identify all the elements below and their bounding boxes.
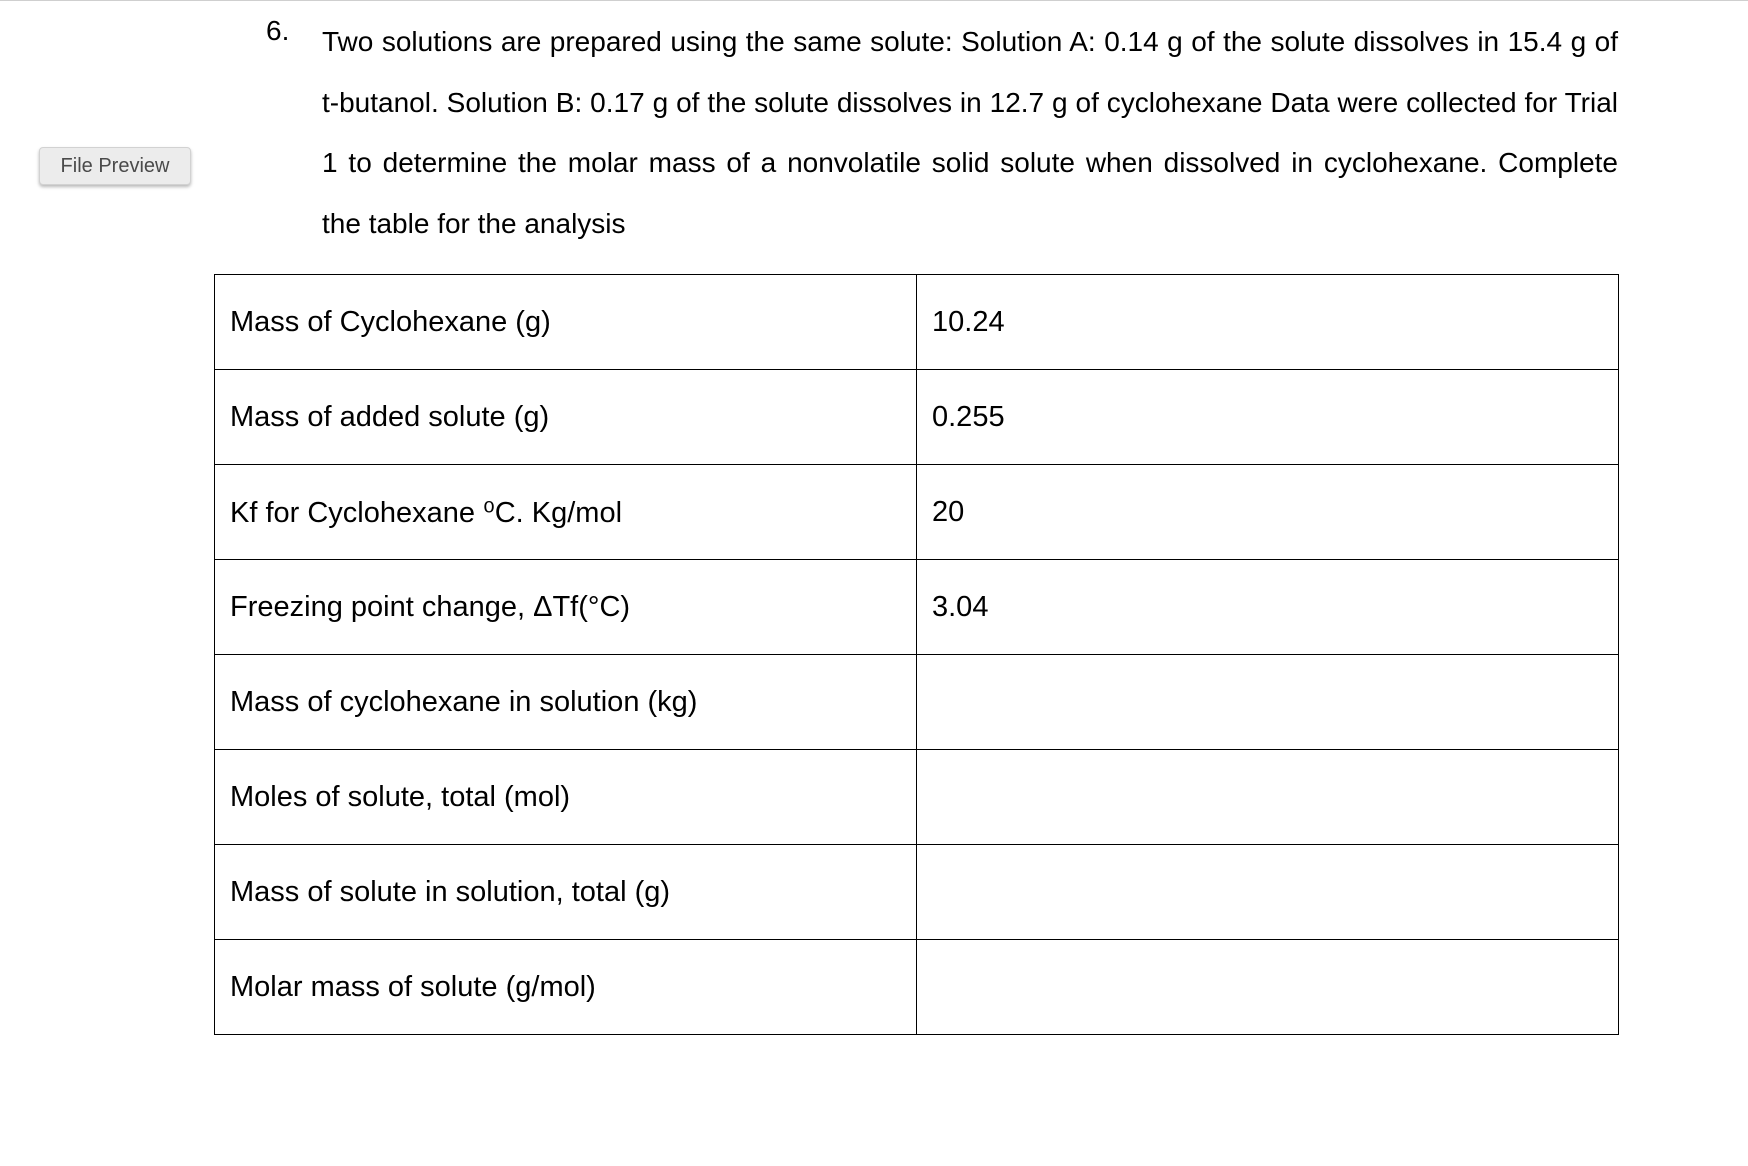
table-row	[215, 655, 1619, 750]
row-value-kf[interactable]: 20	[917, 465, 1619, 560]
row-value-freezing-point-change[interactable]: 3.04	[917, 560, 1619, 655]
row-value-moles-solute[interactable]	[917, 750, 1619, 845]
row-label-molar-mass: Molar mass of solute (g/mol)	[215, 940, 917, 1035]
table-row	[215, 940, 1619, 1035]
table-row	[215, 275, 1619, 370]
table-row	[215, 560, 1619, 655]
row-value-mass-added-solute[interactable]: 0.255	[917, 370, 1619, 465]
row-label-mass-cyclohexane-kg: Mass of cyclohexane in solution (kg)	[215, 655, 917, 750]
top-divider	[0, 0, 1748, 1]
table-row	[215, 845, 1619, 940]
row-value-mass-solute-total[interactable]	[917, 845, 1619, 940]
row-value-mass-cyclohexane[interactable]: 10.24	[917, 275, 1619, 370]
row-label-mass-added-solute: Mass of added solute (g)	[215, 370, 917, 465]
row-label-mass-cyclohexane: Mass of Cyclohexane (g)	[215, 275, 917, 370]
table-row	[215, 750, 1619, 845]
row-label-freezing-point-change: Freezing point change, ΔTf(°C)	[215, 560, 917, 655]
row-value-mass-cyclohexane-kg[interactable]	[917, 655, 1619, 750]
table-row	[215, 465, 1619, 560]
row-label-kf: Kf for Cyclohexane ⁰C. Kg/mol	[215, 465, 917, 560]
table-row	[215, 370, 1619, 465]
file-preview-button[interactable]: File Preview	[39, 147, 191, 185]
question-number: 6.	[266, 15, 290, 46]
analysis-table	[214, 274, 1619, 1035]
row-value-molar-mass[interactable]	[917, 940, 1619, 1035]
row-label-mass-solute-total: Mass of solute in solution, total (g)	[215, 845, 917, 940]
question-text: Two solutions are prepared using the same solute: Solution A: 0.14 g of the solute dissolves in 15.4 g of t-butanol. Solution B: 0.17 g of the solute dissolves in 12.7 g of cyclohexane Data were collected for Trial 1 to determine the molar mass of a nonvolatile solid solute when dissolved in cyclohexane. Complete the table for the analysis	[322, 26, 1618, 239]
row-label-moles-solute: Moles of solute, total (mol)	[215, 750, 917, 845]
